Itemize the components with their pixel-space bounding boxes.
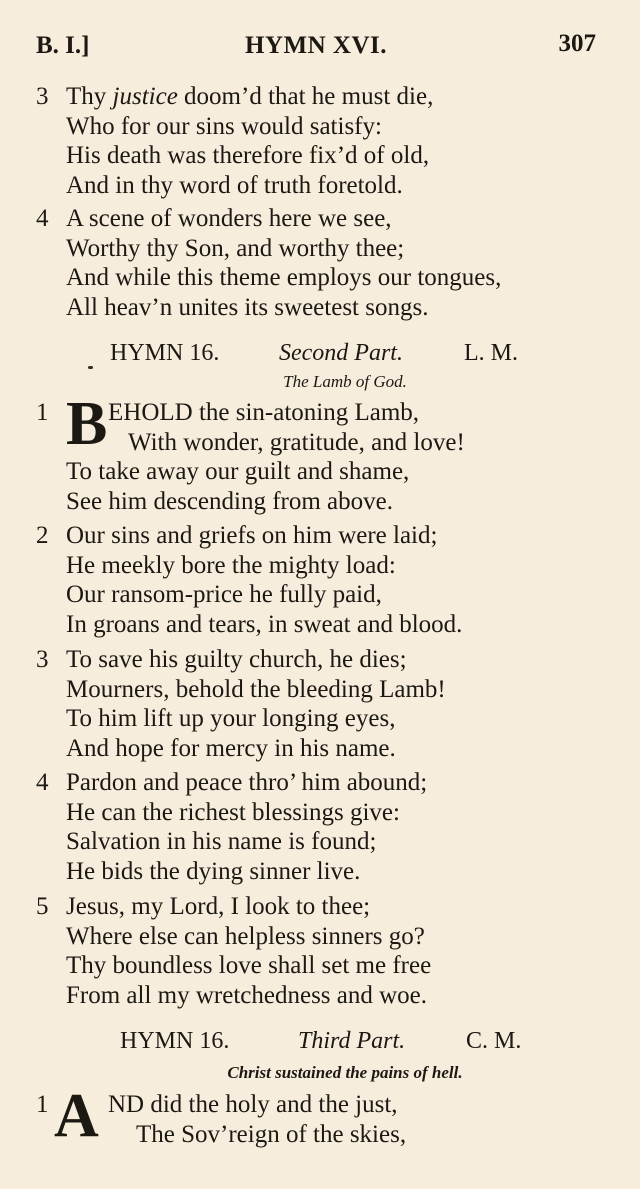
stanza-5-second-part	[36, 892, 431, 1010]
ink-mark	[88, 366, 93, 369]
verse-line: EHOLD the sin-atoning Lamb,	[108, 399, 420, 426]
verse-line: All heav’n unites its sweetest songs.	[66, 293, 429, 321]
drop-cap: B	[66, 390, 108, 458]
verse-line: And while this theme employs our tongues,	[66, 264, 502, 291]
hymn-meter: L. M.	[464, 340, 518, 366]
hymn-meter: C. M.	[466, 1028, 522, 1054]
verse-line: A scene of wonders here we see,	[66, 205, 392, 232]
stanza-4-second-part	[36, 768, 427, 886]
stanza-number: 3	[36, 83, 49, 110]
verse-line: The Sov’reign of the skies,	[136, 1120, 407, 1148]
section-marker: B. I.]	[36, 32, 90, 59]
verse-line: Jesus, my Lord, I look to thee;	[66, 893, 371, 920]
verse-line: Mourners, behold the bleeding Lamb!	[66, 675, 446, 703]
verse-line: Pardon and peace thro’ him abound;	[66, 769, 428, 796]
stanza-number: 1	[36, 399, 49, 426]
stanza-2-second-part	[36, 521, 462, 639]
verse-line: To take away our guilt and shame,	[66, 458, 410, 485]
hymn-label: HYMN 16.	[110, 340, 220, 366]
verse-line: To him lift up your longing eyes,	[66, 705, 396, 732]
hymn-label: HYMN 16.	[120, 1028, 230, 1054]
verse-line: He meekly bore the mighty load:	[66, 551, 396, 579]
running-header	[36, 32, 596, 66]
hymn-part: Second Part.	[279, 340, 403, 366]
dropcap-block	[66, 390, 465, 458]
verse-line: ND did the holy and the just,	[108, 1091, 398, 1118]
verse-line: See him descending from above.	[66, 487, 393, 515]
verse-line: Thy boundless love shall set me free	[66, 952, 432, 979]
stanza-number: 2	[36, 522, 49, 549]
stanza-number: 4	[36, 769, 49, 796]
verse-line: Who for our sins would satisfy:	[66, 112, 382, 140]
stanza-number: 4	[36, 205, 49, 232]
page-number: 307	[558, 30, 596, 57]
verse-line: Salvation in his name is found;	[66, 828, 377, 855]
verse-text: doom’d that he must die,	[177, 83, 434, 110]
hymn-subtitle: Christ sustained the pains of hell.	[227, 1063, 463, 1082]
verse-line: Where else can helpless sinners go?	[66, 922, 425, 950]
verse-line: And in thy word of truth foretold.	[66, 171, 403, 199]
stanza-1-second-part	[36, 390, 465, 516]
verse-line: He can the richest blessings give:	[66, 798, 400, 826]
italic-word: justice	[112, 83, 178, 110]
verse-line: Our ransom-price he fully paid,	[66, 581, 382, 608]
verse-line: And hope for mercy in his name.	[66, 734, 396, 762]
drop-cap: A	[54, 1082, 99, 1150]
verse-line: To save his guilty church, he dies;	[66, 646, 407, 673]
verse-line: His death was therefore fix’d of old,	[66, 142, 430, 169]
stanza-number: 1	[36, 1091, 49, 1118]
verse-line: He bids the dying sinner live.	[66, 857, 361, 885]
verse-line: In groans and tears, in sweat and blood.	[66, 610, 463, 638]
verse-line: Our sins and griefs on him were laid;	[66, 522, 438, 549]
verse-line	[66, 82, 433, 112]
verse-line: From all my wretchedness and woe.	[66, 981, 428, 1009]
dropcap-block	[54, 1082, 407, 1150]
verse-line: Worthy thy Son, and worthy thee;	[66, 234, 405, 262]
stanza-4-top	[36, 204, 501, 322]
hymn-part: Third Part.	[298, 1028, 406, 1054]
stanza-3-second-part	[36, 645, 446, 763]
hymn-subtitle: The Lamb of God.	[283, 372, 407, 391]
verse-text: Thy	[66, 83, 113, 110]
stanza-1-third-part	[36, 1082, 407, 1150]
stanza-number: 5	[36, 893, 49, 920]
verse-line: With wonder, gratitude, and love!	[128, 428, 465, 456]
stanza-3-top	[36, 82, 433, 200]
stanza-number: 3	[36, 646, 49, 673]
running-title: HYMN XVI.	[245, 32, 387, 59]
